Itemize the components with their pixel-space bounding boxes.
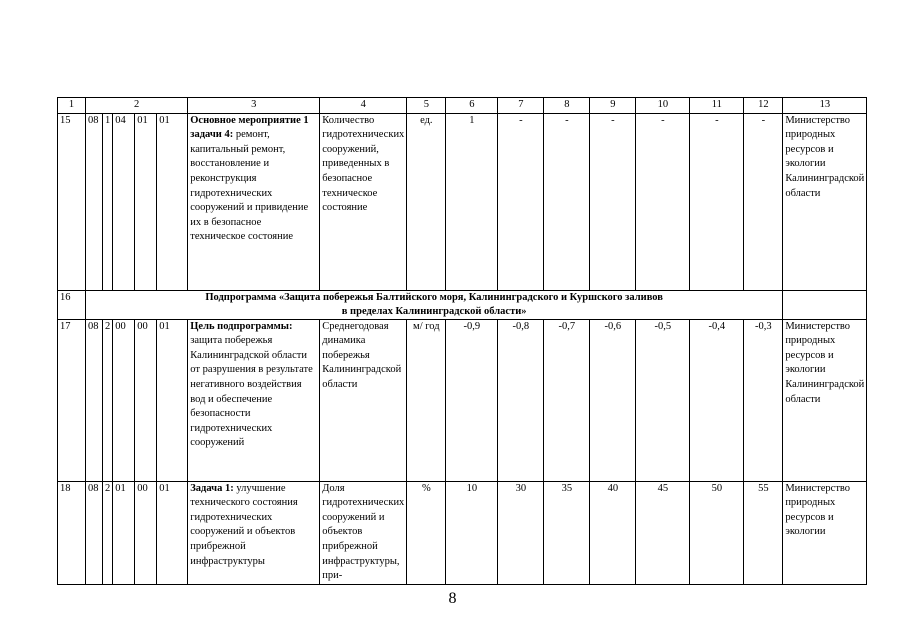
col-header: 3 <box>188 98 320 114</box>
column-numbers-row <box>58 98 867 114</box>
unit-cell: м/ год <box>407 319 446 481</box>
measure-name <box>188 113 320 290</box>
row-number: 18 <box>58 481 86 584</box>
value-cell: -0,9 <box>446 319 498 481</box>
col-header: 12 <box>744 98 783 114</box>
value-cell: -0,6 <box>590 319 636 481</box>
unit-cell: ед. <box>407 113 446 290</box>
measure-name <box>188 481 320 584</box>
code-cell: 01 <box>113 481 135 584</box>
col-header: 6 <box>446 98 498 114</box>
value-cell: 45 <box>636 481 690 584</box>
empty-cell <box>783 290 867 319</box>
executor-cell: Министерство природных ресурсов и экологии <box>783 481 867 584</box>
value-cell: - <box>744 113 783 290</box>
value-cell: -0,5 <box>636 319 690 481</box>
col-header: 1 <box>58 98 86 114</box>
row-number: 16 <box>58 290 86 319</box>
indicator-cell: Количество гидротехнических сооружений, приведенных в безопасное техническое состояние <box>320 113 407 290</box>
indicator-cell: Доля гидротехнических сооружений и объектов прибрежной инфраструктуры, при- <box>320 481 407 584</box>
measure-name-text: ремонт, капитальный ремонт, восстановление и реконструкция гидротехнических сооружений и привидение их в безопасное техническое состояние <box>190 129 309 243</box>
code-cell: 00 <box>135 319 157 481</box>
value-cell: 55 <box>744 481 783 584</box>
col-header: 4 <box>320 98 407 114</box>
value-cell: 50 <box>690 481 744 584</box>
value-cell: 40 <box>590 481 636 584</box>
col-header: 5 <box>407 98 446 114</box>
code-cell: 01 <box>157 113 188 290</box>
value-cell: - <box>544 113 590 290</box>
value-cell: 35 <box>544 481 590 584</box>
page-number: 8 <box>448 590 457 607</box>
subprogram-title-line2: в пределах Калининградской области» <box>341 305 527 317</box>
value-cell: - <box>690 113 744 290</box>
value-cell: 30 <box>498 481 544 584</box>
code-cell: 2 <box>103 481 113 584</box>
executor-cell: Министерство природных ресурсов и экологии Калининградской области <box>783 113 867 290</box>
col-header: 13 <box>783 98 867 114</box>
measure-name-text: защита побережья Калининградской области от разрушения в результате негативного воздействия вод и обеспечение безопасности гидротехнических сооружений <box>190 335 313 449</box>
col-header: 8 <box>544 98 590 114</box>
value-cell: -0,3 <box>744 319 783 481</box>
table-row <box>58 481 867 584</box>
col-header: 10 <box>636 98 690 114</box>
code-cell: 2 <box>103 319 113 481</box>
value-cell: 1 <box>446 113 498 290</box>
code-cell: 08 <box>86 481 103 584</box>
code-cell: 1 <box>103 113 113 290</box>
value-cell: -0,7 <box>544 319 590 481</box>
measure-name-text: улучшение технического состояния гидротехнических сооружений и объектов прибрежной инфраструктуры <box>190 482 298 567</box>
indicator-cell: Среднегодовая динамика побережья Калининградской области <box>320 319 407 481</box>
col-header: 7 <box>498 98 544 114</box>
subprogram-row <box>58 290 867 319</box>
subprogram-title <box>86 290 783 319</box>
col-header: 11 <box>690 98 744 114</box>
subprogram-title-line1: Подпрограмма «Защита побережья Балтийского моря, Калининградского и Куршского заливов <box>205 291 663 303</box>
code-cell: 00 <box>113 319 135 481</box>
measure-name <box>188 319 320 481</box>
col-header: 9 <box>590 98 636 114</box>
table-row <box>58 113 867 290</box>
measure-name-bold: Цель подпрограммы: <box>190 320 293 332</box>
col-header: 2 <box>86 98 188 114</box>
value-cell: -0,4 <box>690 319 744 481</box>
value-cell: 10 <box>446 481 498 584</box>
code-cell: 01 <box>135 113 157 290</box>
row-number: 15 <box>58 113 86 290</box>
value-cell: - <box>590 113 636 290</box>
code-cell: 01 <box>157 481 188 584</box>
code-cell: 00 <box>135 481 157 584</box>
unit-cell: % <box>407 481 446 584</box>
code-cell: 01 <box>157 319 188 481</box>
executor-cell: Министерство природных ресурсов и экологии Калининградской области <box>783 319 867 481</box>
table-row <box>58 319 867 481</box>
value-cell: -0,8 <box>498 319 544 481</box>
measure-name-bold: Задача 1: <box>190 482 234 494</box>
code-cell: 08 <box>86 319 103 481</box>
row-number: 17 <box>58 319 86 481</box>
code-cell: 08 <box>86 113 103 290</box>
program-indicators-table <box>57 97 867 585</box>
code-cell: 04 <box>113 113 135 290</box>
value-cell: - <box>498 113 544 290</box>
value-cell: - <box>636 113 690 290</box>
measure-name-bold: Основное мероприятие 1 задачи 4: <box>190 114 309 141</box>
